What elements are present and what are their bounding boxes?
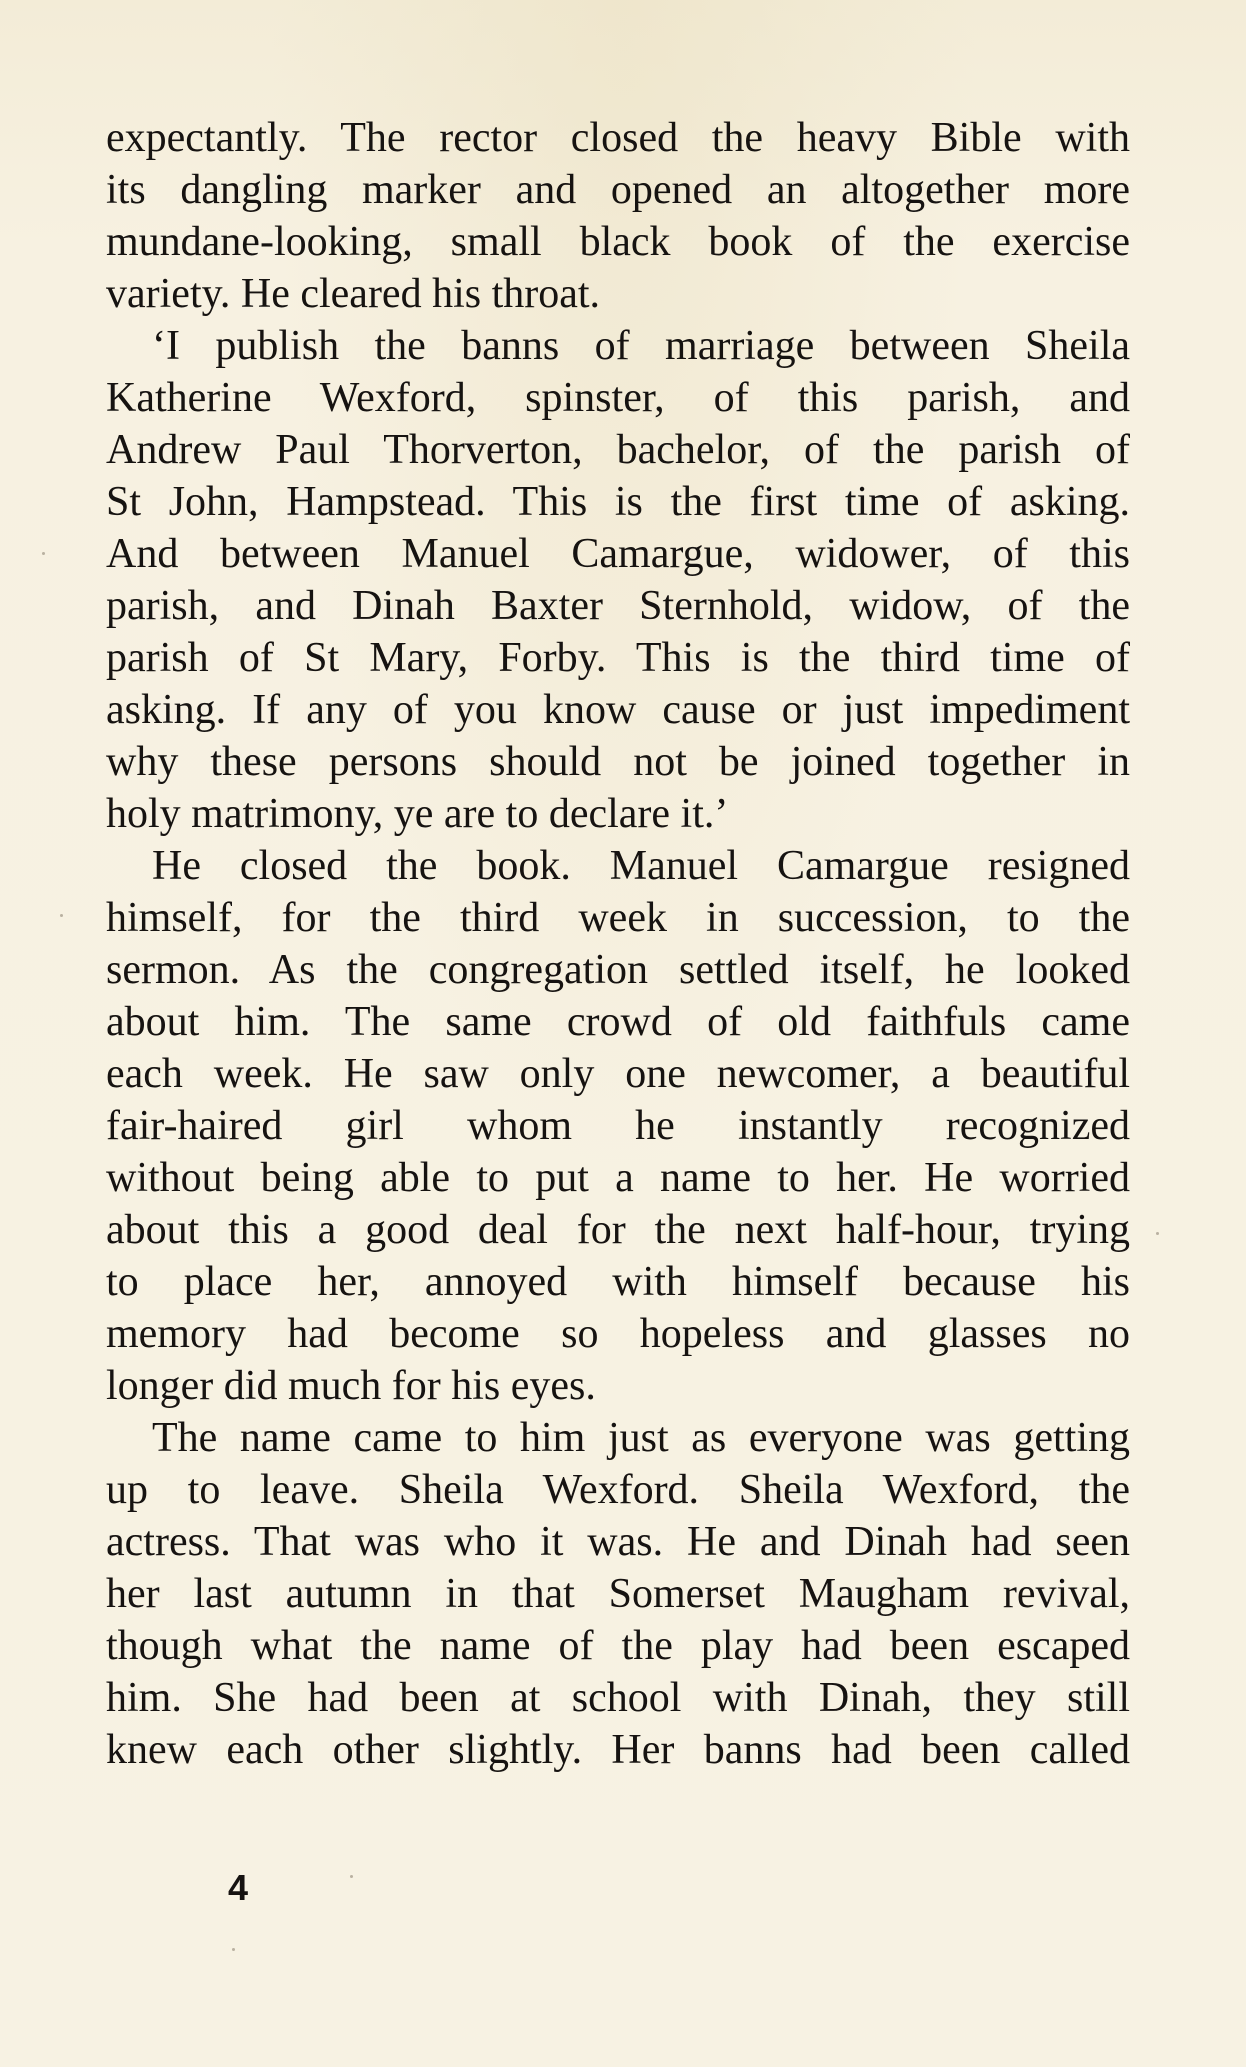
text-line: ‘I publish the banns of marriage between Sheila: [152, 323, 1130, 369]
text-line: parish of St Mary, Forby. This is the third time of: [106, 635, 1130, 681]
text-line: why these persons should not be joined together in: [106, 739, 1130, 785]
text-line: holy matrimony, ye are to declare it.’: [106, 791, 729, 837]
text-line: knew each other slightly. Her banns had been called: [106, 1727, 1130, 1773]
text-line: expectantly. The rector closed the heavy Bible with: [106, 115, 1130, 161]
paper-speck: [42, 552, 45, 555]
text-line: its dangling marker and opened an altogether more: [106, 167, 1130, 213]
text-line: Andrew Paul Thorverton, bachelor, of the parish of: [106, 427, 1130, 473]
text-line: though what the name of the play had been escaped: [106, 1623, 1130, 1669]
text-line: variety. He cleared his throat.: [106, 271, 601, 317]
text-line: actress. That was who it was. He and Dinah had seen: [106, 1519, 1130, 1565]
text-line: sermon. As the congregation settled itself, he looked: [106, 947, 1130, 993]
body-text: [106, 112, 1130, 1776]
page-number: 4: [228, 1867, 249, 1908]
text-line: longer did much for his eyes.: [106, 1363, 596, 1409]
text-line: He closed the book. Manuel Camargue resigned: [152, 843, 1130, 889]
text-line: And between Manuel Camargue, widower, of this: [106, 531, 1130, 577]
paper-speck: [60, 914, 63, 917]
text-line: without being able to put a name to her. He worried: [106, 1155, 1130, 1201]
text-line: about this a good deal for the next half-hour, trying: [106, 1207, 1130, 1253]
text-line: mundane-looking, small black book of the exercise: [106, 219, 1130, 265]
text-line: St John, Hampstead. This is the first time of asking.: [106, 479, 1130, 525]
text-line: parish, and Dinah Baxter Sternhold, widow, of the: [106, 583, 1130, 629]
text-line: fair-haired girl whom he instantly recognized: [106, 1103, 1130, 1149]
text-line: himself, for the third week in succession, to the: [106, 895, 1130, 941]
text-line: her last autumn in that Somerset Maugham revival,: [106, 1571, 1130, 1617]
paper-speck: [1156, 1232, 1159, 1235]
text-line: about him. The same crowd of old faithfuls came: [106, 999, 1130, 1045]
paper-speck: [232, 1948, 235, 1951]
text-line: asking. If any of you know cause or just impediment: [106, 687, 1130, 733]
text-line: each week. He saw only one newcomer, a beautiful: [106, 1051, 1130, 1097]
text-line: him. She had been at school with Dinah, they still: [106, 1675, 1130, 1721]
text-line: The name came to him just as everyone was getting: [152, 1415, 1130, 1461]
text-line: up to leave. Sheila Wexford. Sheila Wexford, the: [106, 1467, 1130, 1513]
paper-speck: [350, 1875, 353, 1878]
text-line: to place her, annoyed with himself because his: [106, 1259, 1130, 1305]
text-line: memory had become so hopeless and glasses no: [106, 1311, 1130, 1357]
text-line: Katherine Wexford, spinster, of this parish, and: [106, 375, 1130, 421]
